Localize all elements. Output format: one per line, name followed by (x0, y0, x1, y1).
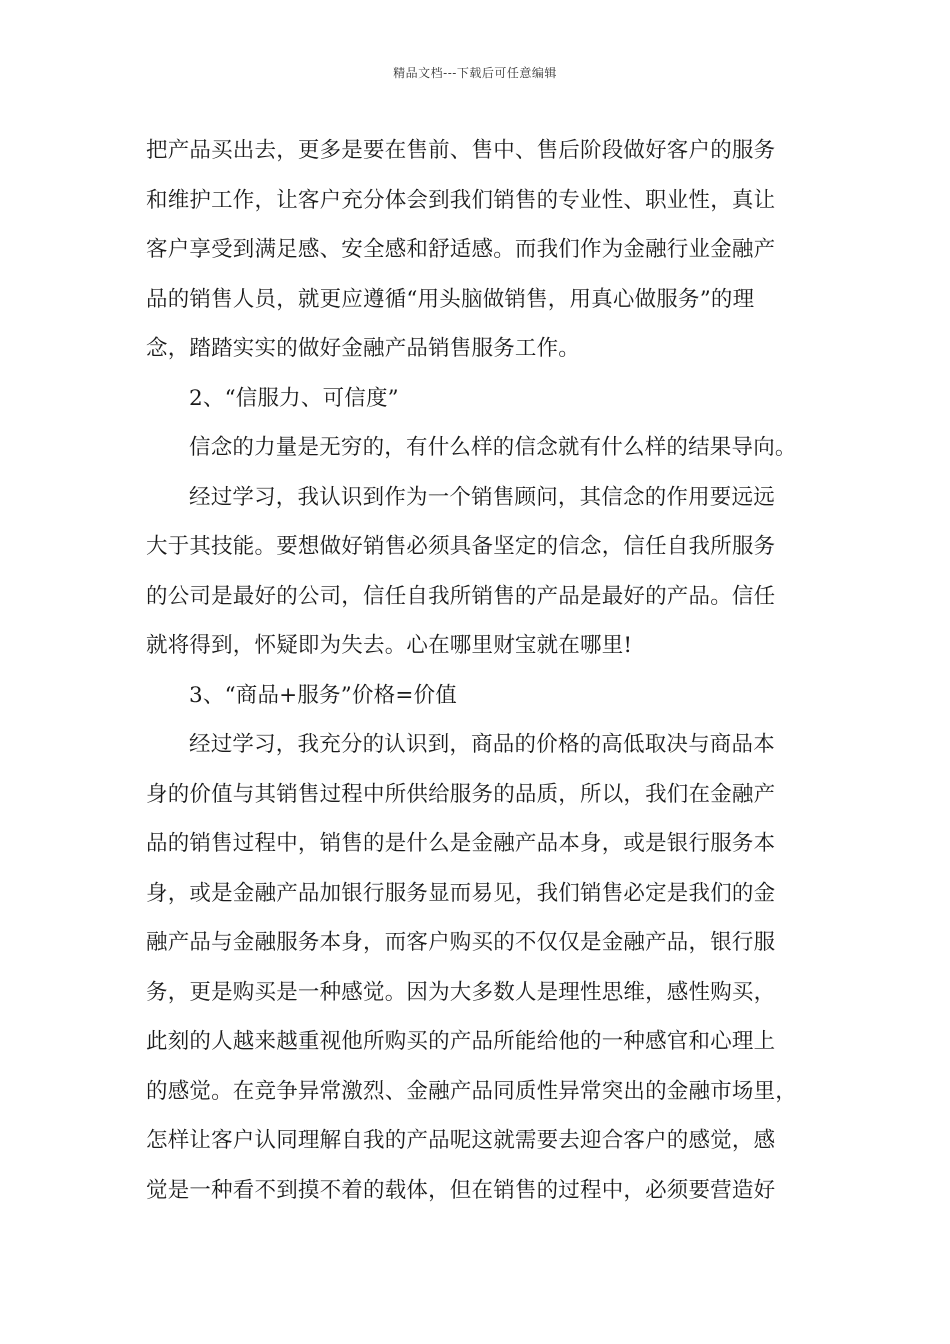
text-line: 身，或是金融产品加银行服务显而易见，我们销售必定是我们的金 (146, 880, 776, 906)
text-line: 身的价值与其销售过程中所供给服务的品质，所以，我们在金融产 (146, 781, 776, 807)
text-line: 念，踏踏实实的做好金融产品销售服务工作。 (146, 336, 581, 361)
section-heading: 3、“商品+服务”价格=价值 (189, 682, 457, 708)
section-heading: 2、“信服力、可信度” (189, 385, 399, 411)
text-line: 怎样让客户认同理解自我的产品呢这就需要去迎合客户的感觉，感 (146, 1128, 776, 1153)
text-line: 的感觉。在竞争异常激烈、金融产品同质性异常突出的金融市场里， (146, 1078, 798, 1104)
text-line: 客户享受到满足感、安全感和舒适感。而我们作为金融行业金融产 (146, 237, 776, 262)
document-body (146, 126, 816, 1215)
text-line: 经过学习，我充分的认识到，商品的价格的高低取决与商品本 (189, 732, 775, 757)
text-line: 品的销售过程中，销售的是什么是金融产品本身，或是银行服务本 (146, 831, 776, 856)
text-line: 务，更是购买是一种感觉。因为大多数人是理性思维，感性购买， (146, 979, 776, 1005)
text-line: 经过学习，我认识到作为一个销售顾问，其信念的作用要远远 (189, 484, 775, 510)
text-line: 此刻的人越来越重视他所购买的产品所能给他的一种感官和心理上 (146, 1029, 776, 1054)
text-line: 品的销售人员，就更应遵循“用头脑做销售，用真心做服务”的理 (146, 286, 755, 312)
text-line: 的公司是最好的公司，信任自我所销售的产品是最好的产品。信任 (146, 583, 776, 609)
text-line: 就将得到，怀疑即为失去。心在哪里财宝就在哪里! (146, 633, 633, 658)
text-line: 大于其技能。要想做好销售必须具备坚定的信念，信任自我所服务 (146, 534, 776, 559)
text-line: 和维护工作，让客户充分体会到我们销售的专业性、职业性，真让 (146, 187, 776, 213)
text-line: 把产品买出去，更多是要在售前、售中、售后阶段做好客户的服务 (146, 138, 776, 163)
page-header: 精品文档---下载后可任意编辑 (393, 66, 557, 80)
text-line: 觉是一种看不到摸不着的载体，但在销售的过程中，必须要营造好 (146, 1177, 776, 1203)
text-line: 融产品与金融服务本身，而客户购买的不仅仅是金融产品，银行服 (146, 930, 776, 955)
text-line: 信念的力量是无穷的，有什么样的信念就有什么样的结果导向。 (189, 435, 797, 460)
